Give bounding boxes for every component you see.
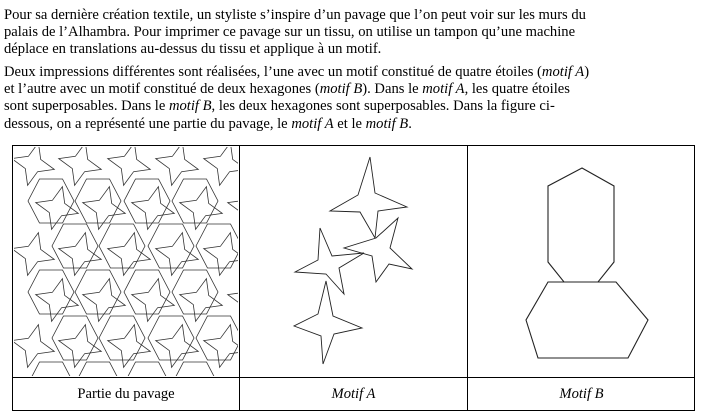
pavage-hexagon bbox=[172, 179, 218, 223]
pavage-hexagon bbox=[75, 270, 121, 314]
pavage-star bbox=[204, 325, 239, 368]
pavage-hexagon bbox=[124, 179, 170, 223]
desc-text: dessous, on a représenté une partie du pavage, le bbox=[4, 115, 292, 132]
pavage-star bbox=[132, 279, 175, 322]
intro-line-2: palais de l’Alhambra. Pour imprimer ce pavage sur un tissu, on utilise un tampon qu’une machine bbox=[4, 24, 576, 41]
pavage-star bbox=[13, 233, 54, 276]
caption-motif-a: Motif A bbox=[331, 386, 376, 402]
description-paragraph bbox=[4, 64, 702, 133]
pavage-hexagon bbox=[28, 362, 74, 377]
pavage-star bbox=[228, 187, 239, 230]
motif-a-star bbox=[344, 218, 412, 282]
pavage-drawing bbox=[13, 146, 239, 377]
pavage-hexagon bbox=[148, 316, 194, 360]
desc-text: sont superposables. Dans le bbox=[4, 98, 169, 115]
desc-line-3 bbox=[4, 98, 702, 115]
pavage-star bbox=[156, 233, 199, 276]
pavage-hexagon bbox=[172, 270, 218, 314]
pavage-star bbox=[180, 279, 223, 322]
intro-paragraph bbox=[4, 7, 702, 59]
pavage-star bbox=[108, 233, 151, 276]
desc-text: ) bbox=[584, 64, 590, 80]
pavage-star bbox=[204, 233, 239, 276]
pavage-star bbox=[156, 146, 199, 185]
desc-line-4 bbox=[4, 116, 702, 133]
pavage-hexagon bbox=[75, 179, 121, 223]
pavage-star bbox=[83, 279, 126, 322]
pavage-star bbox=[228, 279, 239, 322]
desc-text: . bbox=[408, 115, 412, 132]
motif-b-hexagon bbox=[548, 168, 614, 282]
pavage-hexagon bbox=[75, 362, 121, 377]
motif-a-term: motif A bbox=[541, 64, 585, 80]
pavage-star bbox=[36, 279, 79, 322]
pavage-star bbox=[156, 325, 199, 368]
pavage-star bbox=[59, 325, 102, 368]
desc-text: et l’autre avec un motif constitué de deux hexagones ( bbox=[4, 81, 320, 98]
pavage-star bbox=[13, 325, 54, 368]
desc-line-2 bbox=[4, 81, 702, 98]
desc-text: ). Dans le bbox=[362, 81, 423, 98]
pavage-star bbox=[59, 233, 102, 276]
pavage-star bbox=[204, 146, 239, 185]
pavage-star bbox=[13, 146, 54, 185]
motif-a-drawing bbox=[240, 146, 467, 377]
motif-a-star bbox=[295, 228, 364, 294]
pavage-hexagon bbox=[124, 270, 170, 314]
motif-a-term: motif A bbox=[291, 115, 334, 132]
pavage-hexagon bbox=[148, 224, 194, 268]
pavage-hexagon bbox=[28, 179, 74, 223]
motif-b-term: motif B bbox=[319, 81, 363, 98]
motif-a-term: motif A bbox=[422, 81, 465, 98]
figure-table bbox=[12, 145, 695, 411]
intro-line-1: Pour sa dernière création textile, un styliste s’inspire d’un pavage que l’on peut voir sur les murs du bbox=[4, 7, 586, 23]
pavage-hexagon bbox=[124, 362, 170, 377]
pavage-star bbox=[108, 146, 151, 185]
pavage-star bbox=[108, 325, 151, 368]
intro-line-3: déplace en translations au-dessus du tissu et applique à un motif. bbox=[4, 41, 382, 58]
desc-text: , les deux hexagones sont superposables. Dans la figure ci- bbox=[211, 98, 555, 115]
motif-b-hexagon bbox=[526, 282, 648, 358]
motif-b-drawing bbox=[468, 146, 695, 377]
pavage-star bbox=[59, 146, 102, 185]
desc-line-1 bbox=[4, 64, 702, 81]
desc-text: Deux impressions différentes sont réalisées, l’une avec un motif constitué de quatre étoiles ( bbox=[4, 64, 542, 80]
motif-a-star bbox=[294, 281, 362, 364]
caption-motif-b: Motif B bbox=[559, 386, 604, 402]
desc-text: , les quatre étoiles bbox=[464, 81, 570, 98]
motif-b-term: motif B bbox=[365, 115, 409, 132]
motif-b-term: motif B bbox=[168, 98, 212, 115]
desc-text: et le bbox=[333, 115, 366, 132]
caption-pavage: Partie du pavage bbox=[77, 386, 175, 402]
pavage-hexagon bbox=[28, 270, 74, 314]
pavage-hexagon bbox=[172, 362, 218, 377]
